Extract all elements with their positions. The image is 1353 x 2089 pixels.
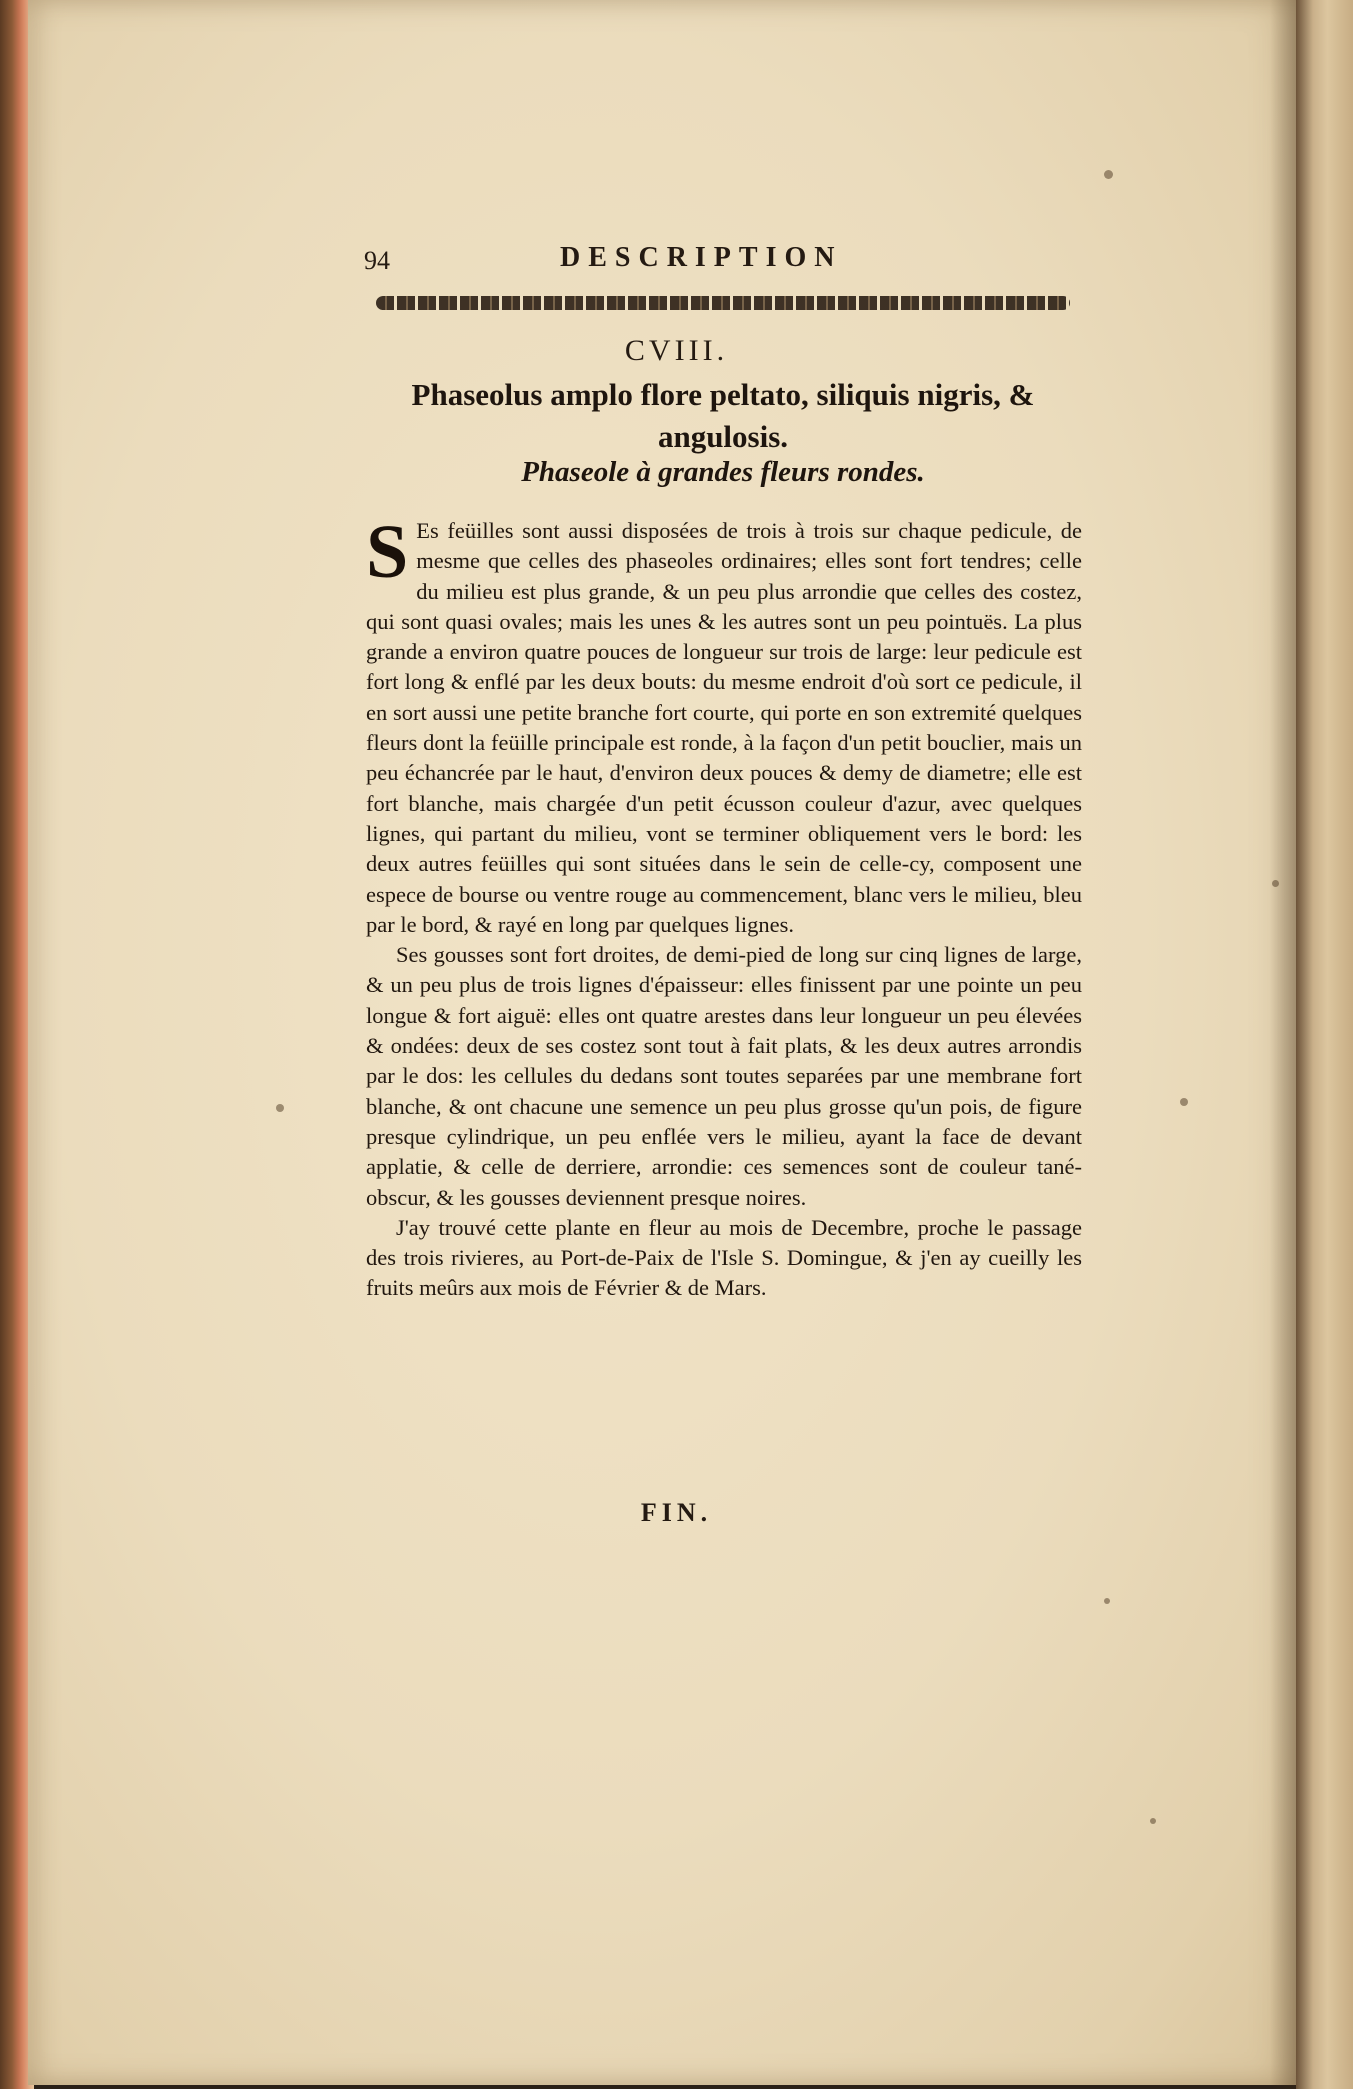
foxing-spot xyxy=(1104,170,1113,179)
foxing-spot xyxy=(1272,880,1279,887)
ornament-rule xyxy=(376,296,1070,310)
chapter-number: CVIII. xyxy=(624,334,729,367)
paragraph: J'ay trouvé cette plante en fleur au mois de Decembre, proche le passage des trois rivieres, au Port-de-Paix de l'Isle S. Domingue, & j'en ay cueilly les fruits meûrs aux mois de Février & de Mars. xyxy=(366,1214,1082,1301)
running-head xyxy=(360,240,1080,280)
paragraph xyxy=(366,510,1082,940)
foxing-spot xyxy=(1104,1598,1110,1604)
page-number: 94 xyxy=(364,246,390,275)
running-title: DESCRIPTION xyxy=(560,242,843,273)
foxing-spot xyxy=(1180,1098,1188,1106)
facing-page-edge xyxy=(1296,0,1353,2089)
foxing-spot xyxy=(276,1104,284,1112)
paragraph-text: Es feüilles sont aussi disposées de trois à trois sur chaque pedicule, de mesme que celles des phaseoles ordinaires; elles sont fort tendres; celle du milieu est plus grande, & un peu plus arrondie que celles des costez, qui sont quasi ovales; mais les unes & les autres sont un peu pointuës. La plus grande a environ quatre pouces de longueur sur trois de large: leur pedicule est fort long & enflé par les deux bouts: du mesme endroit d'où sort ce pedicule, il en sort aussi une petite branche fort courte, qui porte en son extremité quelques fleurs dont la feüille principale est ronde, à la façon d'un petit bouclier, mais un peu échancrée par le haut, d'environ deux pouces & demy de diametre; elle est fort blanche, mais chargée d'un petit écusson couleur d'azur, avec quelques lignes, qui partant du milieu, vont se terminer obliquement vers le bord: les deux autres feüilles qui sont situées dans le sein de celle-cy, composent une espece de bourse ou ventre rouge au commencement, blanc vers le milieu, bleu par le bord, & rayé en long par quelques lignes. xyxy=(366,518,1082,937)
french-title: Phaseole à grandes fleurs rondes. xyxy=(521,456,925,488)
body-text xyxy=(366,510,1082,1304)
fin-marker: FIN. xyxy=(640,1498,713,1527)
paragraph: Ses gousses sont fort droites, de demi-pied de long sur cinq lignes de large, & un peu plus de trois lignes d'épaisseur: elles finissent par une pointe un peu longue & fort aiguë: elles ont quatre arestes dans leur longueur un peu élevées & ondées: deux de ses costez sont tout à fait plats, & les deux autres arrondis par le dos: les cellules du dedans sont toutes separées par une membrane fort blanche, & ont chacune une semence un peu plus grosse qu'un pois, de figure presque cylindrique, un peu enflée vers le milieu, ayant la face de devant applatie, & celle de derriere, arrondie: ces semences sont de couleur tané-obscur, & les gousses deviennent presque noires. xyxy=(366,942,1082,1210)
foxing-spot xyxy=(1150,1818,1156,1824)
dropcap: S xyxy=(366,510,409,594)
latin-title: Phaseolus amplo flore peltato, siliquis nigris, & angulosis. xyxy=(411,377,1035,454)
